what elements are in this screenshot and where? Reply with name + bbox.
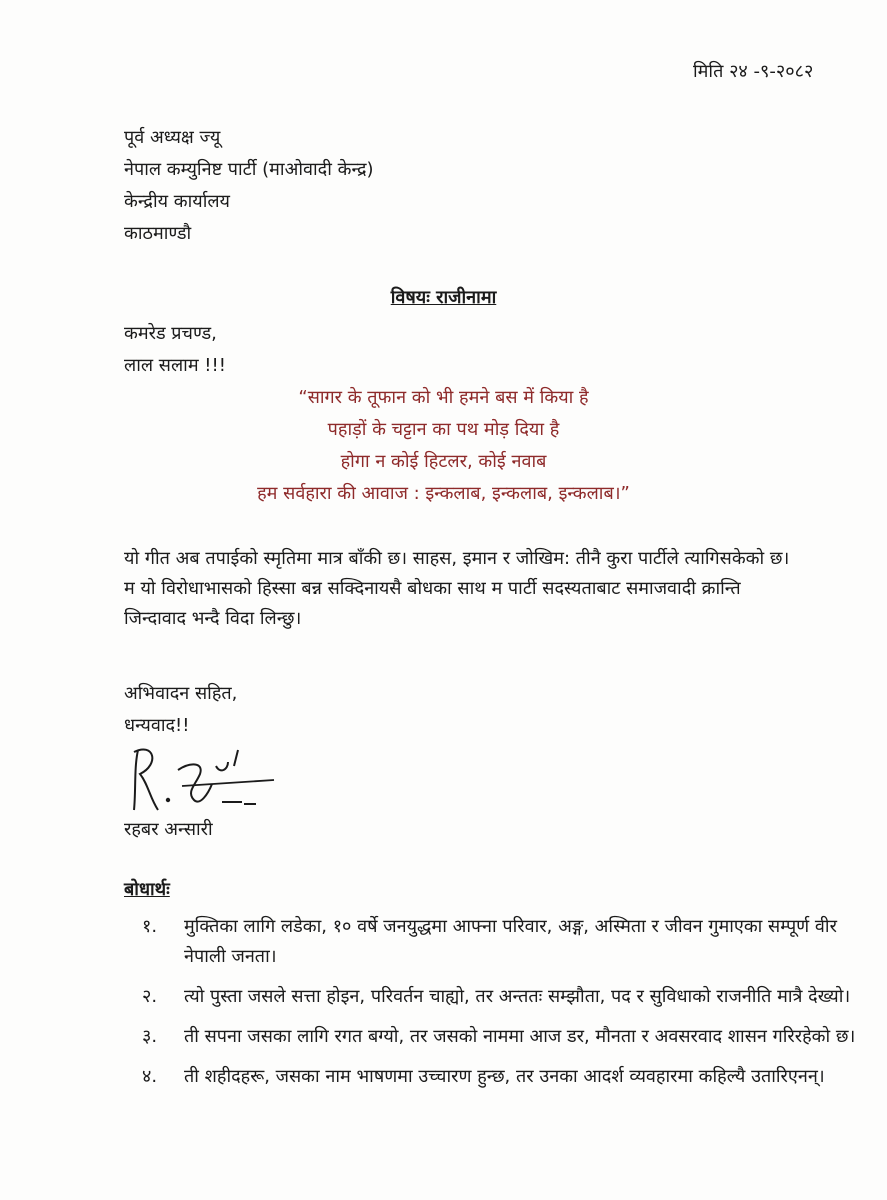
cc-item-text: त्यो पुस्ता जसले सत्ता होइन, परिवर्तन चाह्यो, तर अन्ततः सम्झौता, पद र सुविधाको राजनीति मात्रै देख्यो। bbox=[184, 986, 851, 1007]
cc-item-text: मुक्तिका लागि लडेका, १० वर्षे जनयुद्धमा आफ्ना परिवार, अङ्ग, अस्मिता र जीवन गुमाएका सम्पूर्ण वीर नेपाली जनता। bbox=[184, 916, 837, 967]
body-line-3: जिन्दावाद भन्दै विदा लिन्छु। bbox=[124, 608, 302, 629]
body-line-1: यो गीत अब तपाईको स्मृतिमा मात्र बाँकी छ। साहस, इमान र जोखिम: तीनै कुरा पार्टीले त्यागिसकेको छ। bbox=[124, 548, 790, 569]
cc-item-number: १. bbox=[142, 916, 158, 937]
cc-item bbox=[142, 1062, 862, 1092]
cc-item bbox=[142, 912, 862, 972]
recipient-line-1: पूर्व अध्यक्ष ज्यू bbox=[124, 127, 221, 148]
signature-image bbox=[124, 740, 299, 818]
cc-list bbox=[142, 912, 862, 1102]
signatory-name: रहबर अन्सारी bbox=[124, 819, 213, 840]
poem-line-1: “सागर के तूफान को भी हमने बस में किया है bbox=[298, 387, 589, 408]
salutation-line-1: कमरेड प्रचण्ड, bbox=[124, 323, 217, 344]
cc-item bbox=[142, 982, 862, 1012]
cc-item-text: ती शहीदहरू, जसका नाम भाषणमा उच्चारण हुन्छ, तर उनका आदर्श व्यवहारमा कहिल्यै उतारिएनन्। bbox=[184, 1066, 825, 1087]
cc-item-number: ४. bbox=[142, 1066, 158, 1087]
cc-item-text: ती सपना जसका लागि रगत बग्यो, तर जसको नाममा आज डर, मौनता र अवसरवाद शासन गरिरहेको छ। bbox=[184, 1026, 856, 1047]
closing-line-2: धन्यवाद!! bbox=[124, 715, 190, 736]
recipient-line-3: केन्द्रीय कार्यालय bbox=[124, 191, 230, 212]
subject-heading: विषयः राजीनामा bbox=[390, 287, 497, 308]
salutation-line-2: लाल सलाम !!! bbox=[124, 355, 226, 376]
recipient-line-4: काठमाण्डौ bbox=[124, 223, 192, 244]
letter-date: मिति २४ -९-२०८२ bbox=[693, 61, 814, 82]
poem-line-3: होगा न कोई हिटलर, कोई नवाब bbox=[340, 451, 547, 472]
poem-line-2: पहाड़ों के चट्टान का पथ मोड़ दिया है bbox=[327, 419, 560, 440]
body-paragraph bbox=[124, 544, 844, 634]
recipient-line-2: नेपाल कम्युनिष्ट पार्टी (माओवादी केन्द्र) bbox=[124, 159, 374, 180]
cc-item-number: २. bbox=[142, 986, 158, 1007]
body-line-2: म यो विरोधाभासको हिस्सा बन्न सक्दिनायसै बोधका साथ म पार्टी सदस्यताबाट समाजवादी क्रान्ति bbox=[124, 578, 741, 599]
cc-item-number: ३. bbox=[142, 1026, 158, 1047]
cc-item bbox=[142, 1022, 862, 1052]
cc-heading: बोधार्थः bbox=[124, 879, 170, 900]
poem-line-4: हम सर्वहारा की आवाज : इन्कलाब, इन्कलाब, इन्कलाब।” bbox=[257, 483, 630, 504]
closing-line-1: अभिवादन सहित, bbox=[124, 683, 238, 704]
